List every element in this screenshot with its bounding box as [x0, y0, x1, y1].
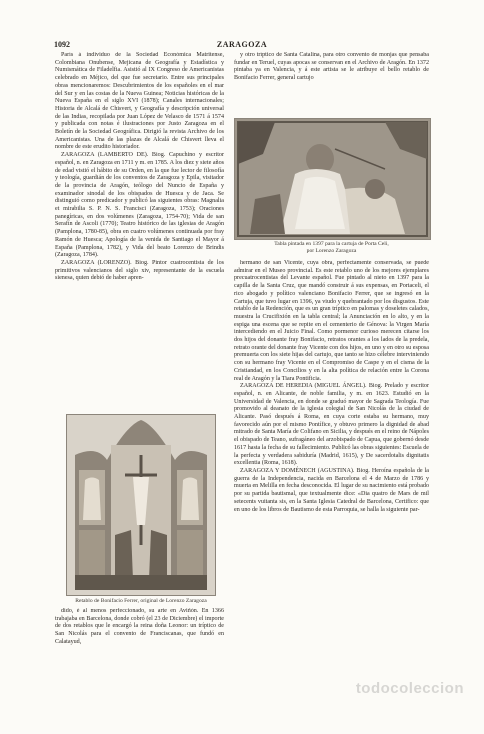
paragraph: dido, é al menos perfeccionado, su arte en Aviñón. En 1366 trabajaba en Barcelona, donde cobró (el 23 de Diciembre) el importe de dos retablos que le encargó la reina doña Leonor: un tríptico de San Nicolás para el convento de Franciscanas, que fundó en Calatayud,	[55, 608, 224, 645]
right-column-top-text	[234, 52, 429, 114]
left-column-text	[55, 52, 224, 414]
watermark-logo: todocoleccion	[355, 680, 464, 697]
page-number: 1092	[54, 40, 70, 49]
paragraph: ZARAGOZA (LORENZO). Biog. Pintor cuatrocentista de los primitivos valencianos del siglo xiv, representante de la escuela sienesa, quien debió de haber apren-	[55, 259, 224, 282]
right-column-text	[234, 260, 429, 668]
altarpiece-image	[66, 414, 216, 596]
paragraph: y otro tríptico de Santa Catalina, para otro convento de monjas que pensaba fundar en Teruel, cuyas apocas se conservan en el Archivo de Aragón. En 1372 pintaba ya en Valencia, y á este artista se le atribuye el bello retablo de Bonifacio Ferrer, general cartujo	[234, 52, 429, 82]
caption-line: por Lorenzo Zaragoza	[306, 248, 357, 254]
caption-line: Tabla pintada en 1397 para la cartuja de Porta Celi,	[274, 241, 389, 247]
paragraph: hermano de san Vicente, cuya obra, perfectamente conservada, se puede admirar en el Museo provincial. Es este retablo uno de los mejores ejemplares precuatrocentistas del Levante español. Fue pintado al nieto en 1397 para la capilla de la Santa Cruz, que mandó construir á sus expensas, en Portaceli, el rico abogado y político valenciano Bonifacio Ferrer, que se ingresó en la Cartuja, que tuvo lugar en 1396, ya viudo y quebrantado por los disgustos. Este retablo de la Redención, que es un gran tríptico en palomas y doseletes calados, muestra la Crucifixión en la tabla central; la Anunciación en lo alto, y en la espiga una escena que se repite en el cementerio de Génova: la Virgen María intercediendo en el Juicio Final. Como pormenor curioso merecen citarse los dos hijos del donante fray Bonifacio, retratos orantes a los lados de la predela, retrato orante del donante fray Vicente con dos hijos, en uno y en otro su esposa premuerta con los siete hijas del cartujo, que tanto se hizo célebre interviniendo con su hermano fray Vicente en el Compromiso de Caspe y en el cisma de la Cristiandad, en los Concilios y en la alta política de relación entre la Corona real de Aragón y la Tiara Pontificia.	[234, 260, 429, 382]
paragraph: París á individuo de la Sociedad Económica Matritense, Colombiana Onubense, Mejicana de Geografía y Estadística y Numismática de Filadelfia. Asistió al IX Congreso de Americanistas celebrado en Méjico, del que fue secretario. Entre sus principales obras mencionaremos: Descubrimientos de los españoles en el mar del Sur y en las costas de la Nueva Guinea; Noticias históricas de la Nueva España en el siglo XVI (1878); Canales internacionales; Historia de Alcalá de Chisvert, y Geografía y descripción universal de las Indias, recopilada por Juan López de Velasco de 1571 á 1574 y publicada con notas é ilustraciones por Justo Zaragoza en el Boletín de la Sociedad Geográfica. Dirigió la revista Archivo de los Americanistas. Una de las plazas de Alcalá de Chisvert lleva el nombre de este erudito historiador.	[55, 52, 224, 151]
figure-2-caption: Retablo de Bonifacio Ferrer, original de Lorenzo Zaragoza	[75, 598, 207, 604]
paragraph: ZARAGOZA DE HEREDIA (MIGUEL ÁNGEL). Biog. Prelado y escritor español, n. en Alicante, de noble familia, y m. en 1623. Estudió en la Universidad de Valencia, en donde se graduó mayor de Sagrada Teología. Fue promovido al deanato de la iglesia colegial de San Nicolás de la ciudad de Alicante. Pasó después á Roma, en cuya corte estaba su hermano, muy favorecido aún por el mismo Pontífice, y obtuvo primero la dignidad de abad mitrado de Santa María de Colifano en Sicilia, y después en el reino de Nápoles el obispado de Teano, sufragáneo del arzobispado de Capua, que gobernó desde 1617 hasta la fecha de su fallecimiento. Publicó las obras siguientes: Escuela de la perfecta y verdadera sabiduría (Madrid, 1615), y De sacerdotalis dignitatis excellentia (Roma, 1618).	[234, 383, 429, 467]
figure-1-caption	[234, 241, 429, 255]
altarpiece-illustration	[67, 415, 215, 595]
page-title: ZARAGOZA	[216, 40, 268, 49]
paragraph: ZARAGOZA Y DOMÉNECH (AGUSTINA). Biog. Heroína española de la guerra de la Independencia, nacida en Barcelona el 4 de Marzo de 1786 y muerta en Melilla en fecha desconocida. El lugar de su nacimiento está probado por su partida bautismal, que textualmente dice: «Dia quatro de Mars de mil setecents vuitanta sis, en la Santa Iglesia Catedral de Barcelona, Certifico: que en uno de los libros de Bautismo de esta Parroquia, se halla la siguiente par-	[234, 467, 429, 513]
left-column-bottom-text	[55, 608, 224, 668]
painting-illustration	[235, 119, 430, 239]
paragraph: ZARAGOZA (LAMBERTO DE). Biog. Capuchino y escritor español, n. en Zaragoza en 1711 y m. en 1785. A los diez y siete años de edad vistió el hábito de su Orden, en la que fue lector de filosofía y teología, guardián de los conventos de Zaragoza y Epila, visitador de la provincia de Aragón, teólogo del Nuncio de España y examinador sinodal de los obispados de Huesca y de Jaca. Se distinguió como predicador y publicó las siguientes obras: Magnalia et mirabilia S. P. N. S. Francisci (Zaragoza, 1753); Oraciones panegíricas, en dos volúmenes (Zaragoza, 1754-70); Vida de san Serafín de Ascoli (1770); Teatro histórico de las iglesias de Aragón (Pamplona, 1780-85), obra en cuatro volúmenes continuada por fray Ramón de Huesca; Apología de la venida de Santiago el Mayor á España (Pamplona, 1782), y Vida del beato Lorenzo de Brindis (Zaragoza, 1784).	[55, 152, 224, 259]
painting-image	[234, 118, 431, 240]
